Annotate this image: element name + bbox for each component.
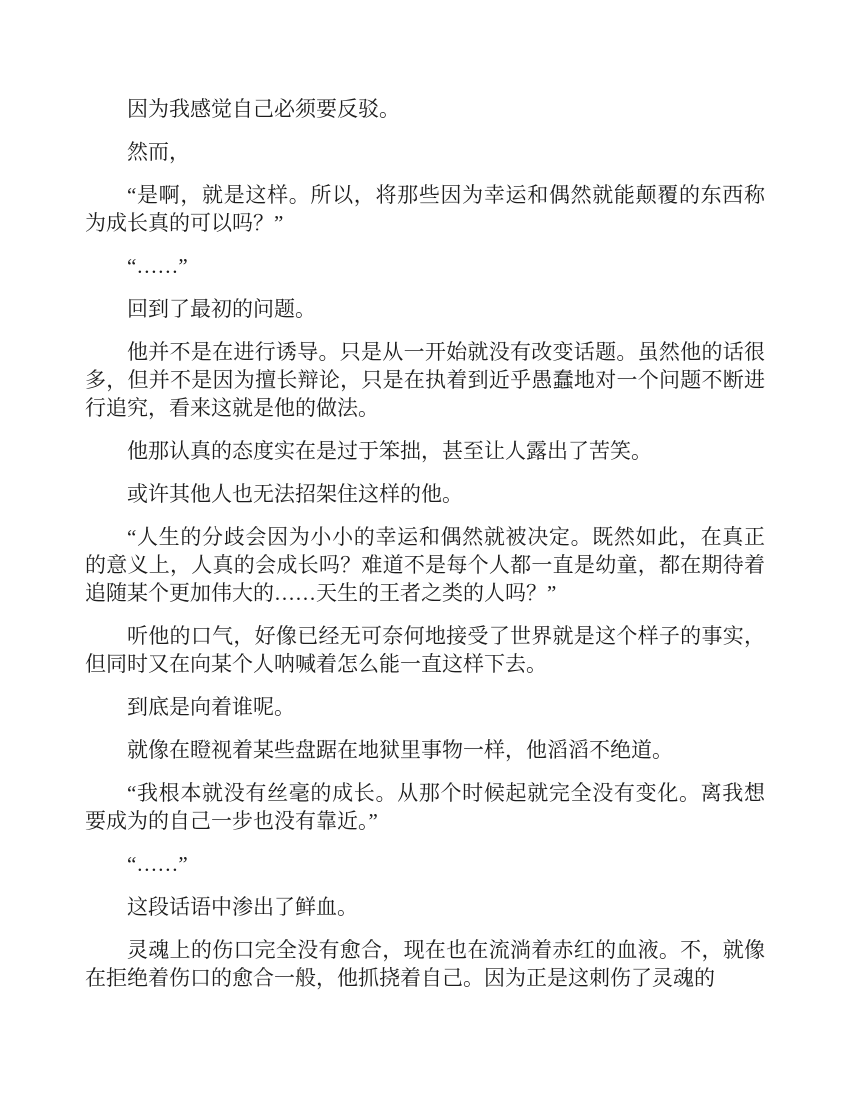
paragraph: 然而，: [127, 140, 190, 164]
paragraph: 灵魂上的伤口完全没有愈合，现在也在流淌着赤红的血液。不，就像在拒绝着伤口的愈合一般，他抓挠着自己。因为正是这刺伤了灵魂的: [85, 938, 765, 990]
paragraph: 听他的口气，好像已经无可奈何地接受了世界就是这个样子的事实，但同时又在向某个人呐喊着怎么能一直这样下去。: [85, 624, 765, 676]
paragraph-dialogue: “我根本就没有丝毫的成长。从那个时候起就完全没有变化。离我想要成为的自己一步也没有靠近。”: [85, 781, 765, 833]
document-text-body: [85, 95, 765, 992]
paragraph-dialogue: “……”: [127, 254, 188, 278]
paragraph-dialogue: “是啊，就是这样。所以，将那些因为幸运和偶然就能颠覆的东西称为成长真的可以吗？”: [85, 183, 765, 235]
paragraph: 这段话语中渗出了鲜血。: [127, 895, 358, 919]
paragraph: 到底是向着谁呢。: [127, 695, 295, 719]
paragraph-dialogue: “……”: [127, 852, 188, 876]
paragraph: 他并不是在进行诱导。只是从一开始就没有改变话题。虽然他的话很多，但并不是因为擅长辩论，只是在执着到近乎愚蠢地对一个问题不断进行追究，看来这就是他的做法。: [85, 340, 765, 420]
paragraph: 或许其他人也无法招架住这样的他。: [127, 482, 463, 506]
paragraph: 因为我感觉自己必须要反驳。: [127, 97, 400, 121]
paragraph: 就像在瞪视着某些盘踞在地狱里事物一样，他滔滔不绝道。: [127, 738, 673, 762]
paragraph-dialogue: “人生的分歧会因为小小的幸运和偶然就被决定。既然如此，在真正的意义上，人真的会成长吗？难道不是每个人都一直是幼童，都在期待着追随某个更加伟大的……天生的王者之类的人吗？”: [85, 525, 765, 605]
paragraph: 回到了最初的问题。: [127, 297, 316, 321]
paragraph: 他那认真的态度实在是过于笨拙，甚至让人露出了苦笑。: [127, 439, 652, 463]
